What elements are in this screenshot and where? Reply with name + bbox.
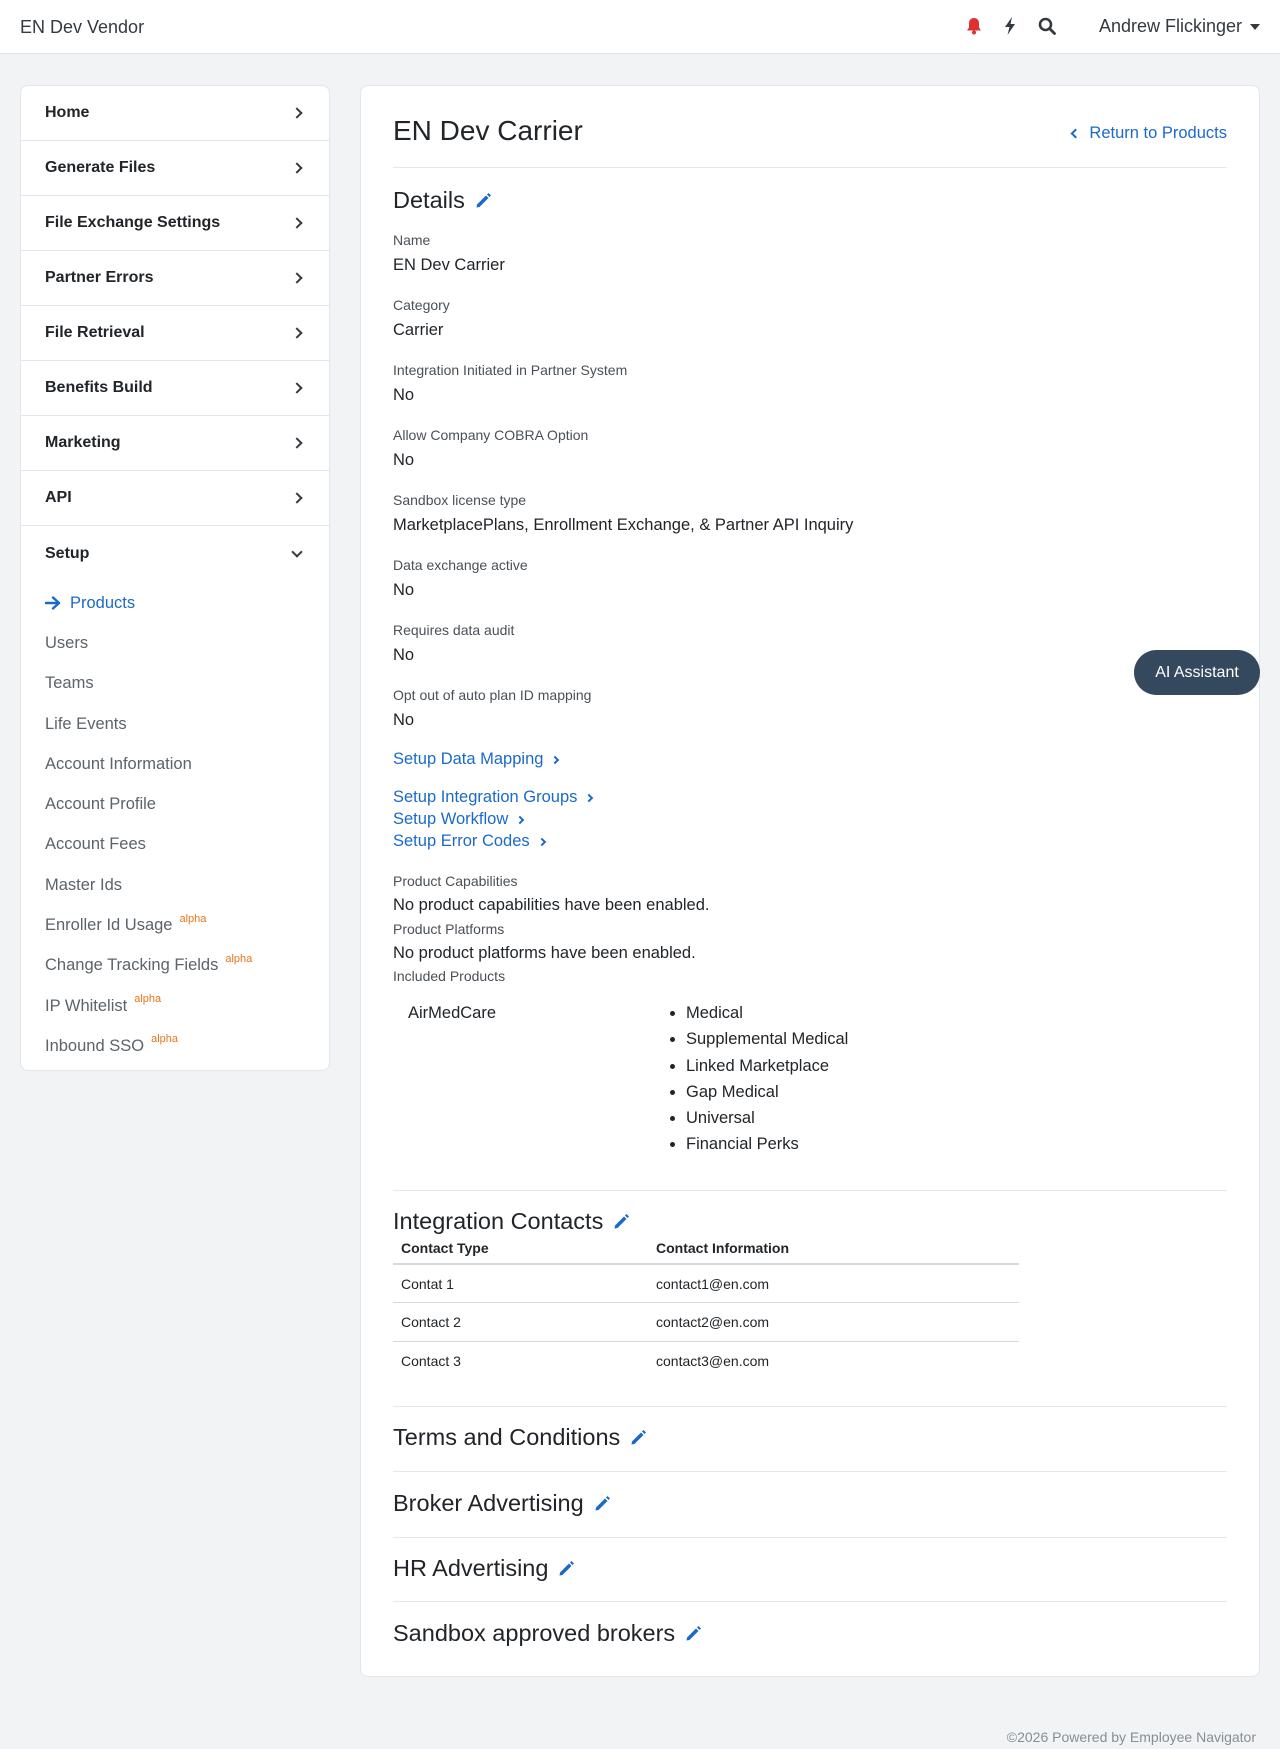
- bolt-icon[interactable]: [1000, 16, 1020, 36]
- user-menu[interactable]: [1099, 16, 1260, 37]
- sidebar-item-file-exchange-settings[interactable]: [21, 196, 329, 251]
- sidebar-item-label: Home: [45, 104, 90, 121]
- setup-data-mapping-link[interactable]: [393, 750, 558, 769]
- terms-heading: [393, 1424, 648, 1451]
- link-label: Setup Workflow: [393, 810, 509, 828]
- field-value-platforms: No product platforms have been enabled.: [393, 944, 696, 962]
- user-name: Andrew Flickinger: [1098, 16, 1242, 36]
- list-item: • Universal: [686, 1109, 848, 1135]
- sidebar-item-label: Setup: [45, 544, 90, 562]
- return-link-label: Return to Products: [1089, 124, 1227, 142]
- pencil-icon[interactable]: [594, 1495, 612, 1513]
- return-to-products-link[interactable]: [1072, 124, 1227, 143]
- sidebar-item-setup[interactable]: [21, 526, 329, 581]
- chevron-right-icon: [551, 755, 559, 763]
- field-value-data-exchange: No: [393, 581, 415, 599]
- sidebar-subitem-account-information[interactable]: [21, 744, 329, 784]
- field-label-platforms: Product Platforms: [393, 921, 505, 937]
- table-cell: contact2@en.com: [648, 1303, 1019, 1342]
- sidebar-subitem-label: Inbound SSO: [45, 1036, 145, 1055]
- sidebar-subitem-label: Account Information: [45, 754, 192, 773]
- divider: [393, 167, 1227, 168]
- page-title: EN Dev Carrier: [393, 115, 583, 146]
- chevron-left-icon: [1071, 129, 1081, 139]
- chevron-right-icon: [291, 107, 302, 118]
- caret-down-icon: [1250, 24, 1260, 30]
- table-cell: contact1@en.com: [648, 1264, 1019, 1303]
- setup-workflow-link[interactable]: [393, 810, 523, 829]
- list-item: • Financial Perks: [686, 1135, 848, 1161]
- table-header-row: [393, 1232, 1019, 1264]
- list-item: • Gap Medical: [686, 1083, 848, 1109]
- integration-contacts-heading: [393, 1208, 631, 1235]
- sidebar-item-file-retrieval[interactable]: [21, 306, 329, 361]
- hr-advertising-heading: [393, 1555, 576, 1582]
- sidebar-item-marketing[interactable]: [21, 416, 329, 471]
- sidebar-item-label: Generate Files: [45, 159, 156, 176]
- field-label-capabilities: Product Capabilities: [393, 873, 518, 889]
- sidebar-item-label: File Retrieval: [45, 324, 145, 341]
- sidebar-subitem-life-events[interactable]: [21, 704, 329, 744]
- field-value-name: EN Dev Carrier: [393, 256, 505, 274]
- list-item: • Medical: [686, 1004, 848, 1030]
- alpha-badge: alpha: [151, 1033, 178, 1046]
- sidebar-item-generate-files[interactable]: [21, 141, 329, 196]
- sidebar: [20, 85, 330, 1071]
- sidebar-subitem-inbound-sso[interactable]: [21, 1026, 329, 1066]
- list-item: • Linked Marketplace: [686, 1057, 848, 1083]
- bell-icon[interactable]: [964, 16, 984, 36]
- pencil-icon[interactable]: [685, 1625, 703, 1643]
- alpha-badge: alpha: [179, 912, 207, 925]
- section-title: Terms and Conditions: [393, 1424, 621, 1450]
- chevron-right-icon: [537, 837, 545, 845]
- section-title: Broker Advertising: [393, 1490, 584, 1516]
- sidebar-subitem-label: Master Ids: [45, 875, 123, 894]
- ai-assistant-button[interactable]: AI Assistant: [1134, 650, 1260, 695]
- sidebar-subitem-label: Account Profile: [45, 795, 156, 814]
- sidebar-subitem-account-fees[interactable]: [21, 825, 329, 865]
- setup-submenu: [21, 581, 329, 1067]
- sidebar-item-label: Marketing: [45, 434, 121, 451]
- list-item: • Supplemental Medical: [686, 1030, 848, 1056]
- field-value-data-audit: No: [393, 646, 415, 664]
- pencil-icon[interactable]: [475, 192, 493, 210]
- arrow-right-icon: [45, 596, 61, 610]
- sidebar-item-benefits-build[interactable]: [21, 361, 329, 416]
- sidebar-subitem-enroller-id-usage[interactable]: [21, 905, 329, 945]
- field-label-included-products: Included Products: [393, 968, 506, 984]
- sidebar-item-label: API: [45, 489, 72, 506]
- included-product-list: [686, 1004, 848, 1162]
- table-cell: Contat 1: [393, 1264, 648, 1303]
- section-title: Integration Contacts: [393, 1208, 604, 1234]
- sidebar-item-home[interactable]: [21, 86, 329, 141]
- field-label-data-audit: Requires data audit: [393, 622, 515, 638]
- field-value-cobra-option: No: [393, 451, 415, 469]
- sidebar-subitem-label: Account Fees: [45, 835, 146, 854]
- sidebar-subitem-change-tracking-fields[interactable]: [21, 946, 329, 986]
- alpha-badge: alpha: [225, 952, 253, 965]
- field-value-capabilities: No product capabilities have been enabled.: [393, 896, 710, 914]
- sidebar-subitem-label: Enroller Id Usage: [45, 916, 173, 935]
- sidebar-subitem-users[interactable]: [21, 623, 329, 663]
- divider: [393, 1190, 1227, 1191]
- section-title: Sandbox approved brokers: [393, 1620, 676, 1646]
- chevron-right-icon: [291, 272, 302, 283]
- sidebar-item-label: File Exchange Settings: [45, 214, 221, 231]
- pencil-icon[interactable]: [613, 1213, 631, 1231]
- brand-name[interactable]: EN Dev Vendor: [20, 17, 145, 37]
- sidebar-subitem-teams[interactable]: [21, 664, 329, 704]
- link-label: Setup Error Codes: [393, 832, 530, 850]
- field-value-opt-out-mapping: No: [393, 711, 415, 729]
- table-cell: Contact 3: [401, 1352, 461, 1369]
- table-row: [393, 1303, 1019, 1342]
- divider: [393, 1406, 1227, 1407]
- table-row: [393, 1341, 1019, 1380]
- chevron-right-icon: [291, 382, 302, 393]
- footer-text: ©2026 Powered by Employee Navigator: [1006, 1729, 1256, 1745]
- sidebar-item-api[interactable]: [21, 471, 329, 526]
- sidebar-subitem-master-ids[interactable]: [21, 865, 329, 905]
- sidebar-subitem-account-profile[interactable]: [21, 784, 329, 824]
- setup-integration-groups-link[interactable]: [393, 788, 592, 807]
- sidebar-subitem-label: Change Tracking Fields: [45, 956, 219, 975]
- link-label: Setup Data Mapping: [393, 750, 544, 768]
- included-product-name: AirMedCare: [408, 1004, 497, 1022]
- sidebar-subitem-label: Life Events: [45, 714, 127, 733]
- chevron-down-icon: [291, 546, 302, 557]
- details-heading: [393, 187, 493, 214]
- contacts-table: [393, 1232, 1019, 1380]
- chevron-right-icon: [516, 815, 524, 823]
- chevron-right-icon: [291, 492, 302, 503]
- table-cell: Contact 2: [393, 1303, 648, 1342]
- top-navbar: [0, 0, 1280, 54]
- table-cell: contact3@en.com: [656, 1352, 770, 1369]
- sandbox-approved-brokers-heading: [393, 1620, 703, 1647]
- field-value-sandbox-license: MarketplacePlans, Enrollment Exchange, & Partner API Inquiry: [393, 516, 854, 534]
- chevron-right-icon: [291, 162, 302, 173]
- main-content-card: [360, 85, 1260, 1677]
- field-value-category: Carrier: [393, 321, 444, 339]
- divider: [393, 1537, 1227, 1538]
- divider: [393, 1471, 1227, 1472]
- broker-advertising-heading: [393, 1490, 612, 1517]
- column-header: Contact Information: [648, 1232, 1019, 1264]
- sidebar-item-label: Partner Errors: [45, 269, 154, 286]
- search-icon[interactable]: [1037, 16, 1057, 36]
- chevron-right-icon: [291, 437, 302, 448]
- chevron-right-icon: [585, 793, 593, 801]
- divider: [393, 1601, 1227, 1602]
- field-label-cobra-option: Allow Company COBRA Option: [393, 427, 589, 443]
- column-header: Contact Type: [393, 1232, 648, 1264]
- field-value-integration-initiated: No: [393, 386, 415, 404]
- section-title: Details: [393, 187, 465, 213]
- field-label-data-exchange: Data exchange active: [393, 557, 528, 573]
- sidebar-subitem-label: Users: [45, 633, 89, 652]
- field-label-opt-out-mapping: Opt out of auto plan ID mapping: [393, 687, 592, 703]
- pencil-icon[interactable]: [630, 1429, 648, 1447]
- section-title: HR Advertising: [393, 1555, 549, 1581]
- pencil-icon[interactable]: [558, 1560, 576, 1578]
- chevron-right-icon: [291, 217, 302, 228]
- field-label-sandbox-license: Sandbox license type: [393, 492, 527, 508]
- sidebar-subitem-label: Products: [70, 593, 136, 612]
- chevron-right-icon: [291, 327, 302, 338]
- field-label-name: Name: [393, 232, 431, 248]
- field-label-category: Category: [393, 297, 450, 313]
- alpha-badge: alpha: [134, 993, 162, 1006]
- sidebar-subitem-label: Teams: [45, 674, 94, 693]
- link-label: Setup Integration Groups: [393, 788, 578, 806]
- sidebar-item-label: Benefits Build: [45, 379, 153, 396]
- setup-error-codes-link[interactable]: [393, 832, 545, 851]
- sidebar-subitem-label: IP Whitelist: [45, 996, 128, 1015]
- sidebar-subitem-products[interactable]: [21, 583, 329, 623]
- sidebar-subitem-ip-whitelist[interactable]: [21, 986, 329, 1026]
- field-label-integration-initiated: Integration Initiated in Partner System: [393, 362, 628, 378]
- table-row: [393, 1264, 1019, 1303]
- sidebar-item-partner-errors[interactable]: [21, 251, 329, 306]
